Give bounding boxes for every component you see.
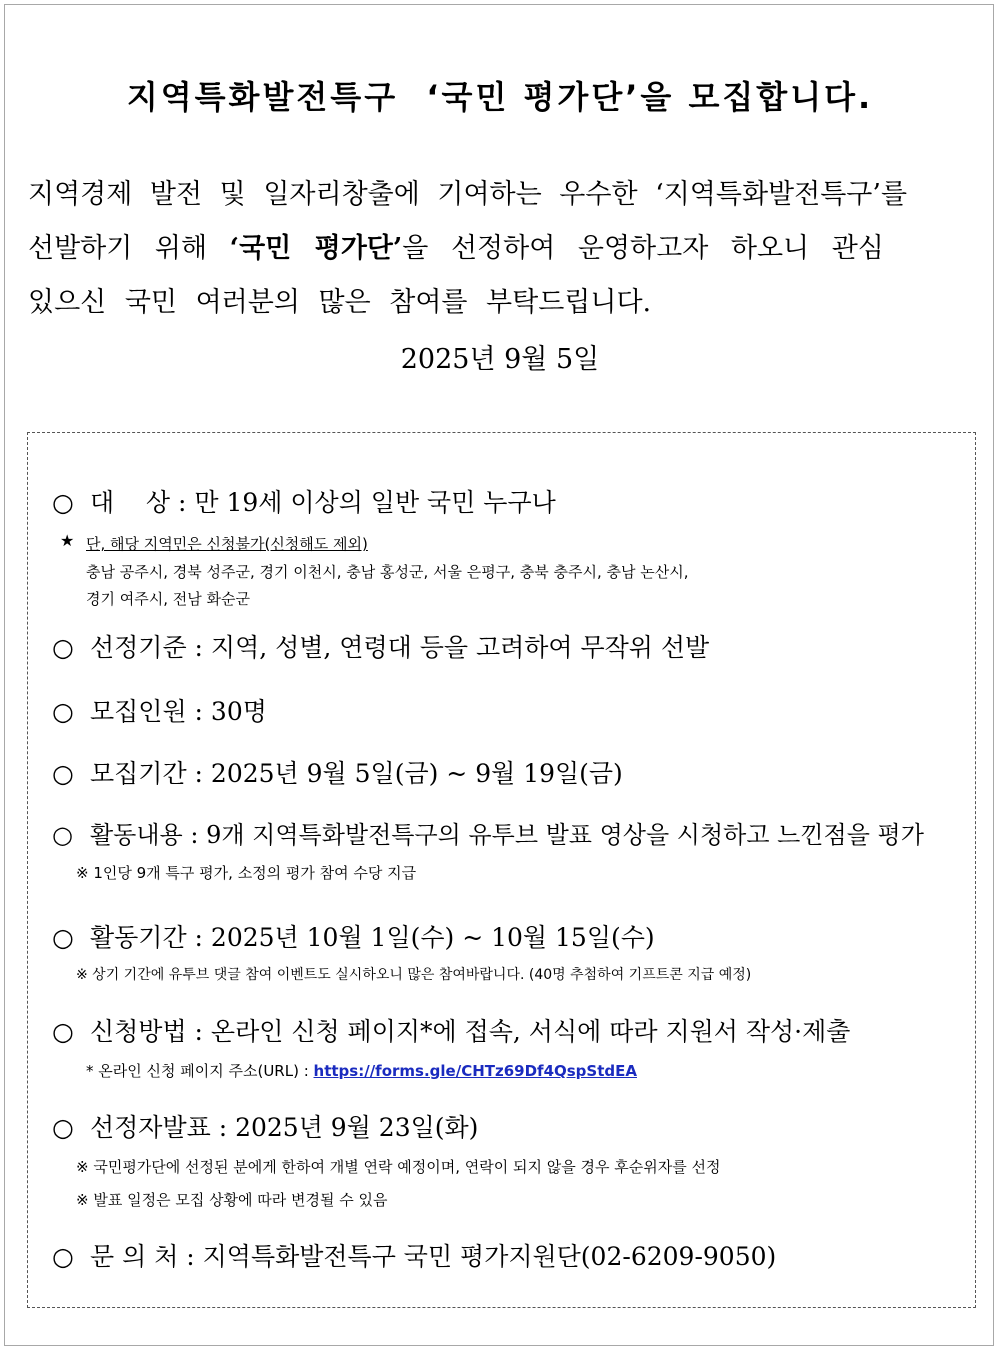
announce-note-1: ※ 국민평가단에 선정된 분에게 한하여 개별 연락 예정이며, 연락이 되지 않을 경우 후순위자를 선정 — [76, 1158, 721, 1176]
item-target — [52, 483, 556, 519]
item-period-text: 모집기간 : 2025년 9월 5일(금) ~ 9월 19일(금) — [90, 759, 623, 788]
circle-bullet-icon: ○ — [52, 488, 74, 517]
apply-url-link[interactable]: https://forms.gle/CHTz69Df4QspStdEA — [313, 1062, 637, 1080]
apply-note-prefix: * 온라인 신청 페이지 주소(URL) : — [86, 1062, 314, 1080]
star-icon: ★ — [60, 531, 75, 550]
item-apply — [52, 1012, 850, 1048]
item-recruits — [52, 692, 267, 728]
item-activity — [52, 815, 924, 850]
target-note-heading — [86, 533, 368, 554]
item-activity-period-text: 활동기간 : 2025년 10월 1일(수) ~ 10월 15일(수) — [90, 923, 655, 952]
activity-period-note: ※ 상기 기간에 유투브 댓글 참여 이벤트도 실시하오니 많은 참여바랍니다. (40명 추첨하여 기프트콘 지급 예정) — [76, 967, 752, 983]
circle-bullet-icon: ○ — [52, 697, 74, 726]
target-note-line-2: 경기 여주시, 전남 화순군 — [86, 590, 250, 608]
intro-line-2 — [28, 222, 972, 276]
item-target-text: 대 상 : 만 19세 이상의 일반 국민 누구나 — [90, 488, 556, 517]
item-announce — [52, 1108, 478, 1144]
announce-note-2: ※ 발표 일정은 모집 상황에 따라 변경될 수 있음 — [76, 1191, 388, 1209]
circle-bullet-icon: ○ — [52, 1242, 74, 1271]
circle-bullet-icon: ○ — [52, 1113, 74, 1142]
item-activity-text: 활동내용 : 9개 지역특화발전특구의 유투브 발표 영상을 시청하고 느낀점을 평가 — [90, 821, 924, 849]
intro-line-3: 있으신 국민 여러분의 많은 참여를 부탁드립니다. — [28, 287, 652, 318]
item-contact — [52, 1237, 776, 1273]
announcement-date: 2025년 9월 5일 — [400, 344, 600, 375]
item-criteria-text: 선정기준 : 지역, 성별, 연령대 등을 고려하여 무작위 선발 — [90, 633, 710, 662]
intro-line-1: 지역경제 발전 및 일자리창출에 기여하는 우수한 ‘지역특화발전특구’를 — [28, 179, 908, 210]
activity-note: ※ 1인당 9개 특구 평가, 소정의 평가 참여 수당 지급 — [76, 864, 417, 882]
item-period — [52, 754, 623, 790]
apply-note — [86, 1060, 637, 1081]
intro-line-2-post: 을 선정하여 운영하고자 하오니 관심 — [402, 233, 884, 264]
item-criteria — [52, 628, 709, 664]
item-recruits-text: 모집인원 : 30명 — [90, 697, 267, 726]
circle-bullet-icon: ○ — [52, 1017, 74, 1046]
intro-paragraph — [28, 168, 972, 330]
circle-bullet-icon: ○ — [52, 821, 73, 849]
page-title: 지역특화발전특구 ‘국민 평가단’을 모집합니다. — [126, 78, 874, 116]
item-contact-text: 문 의 처 : 지역특화발전특구 국민 평가지원단(02-6209-9050) — [90, 1242, 777, 1271]
circle-bullet-icon: ○ — [52, 923, 74, 952]
circle-bullet-icon: ○ — [52, 633, 74, 662]
item-apply-text: 신청방법 : 온라인 신청 페이지*에 접속, 서식에 따라 지원서 작성·제출 — [90, 1017, 851, 1046]
item-activity-period — [52, 918, 655, 954]
target-note-line-1: 충남 공주시, 경북 성주군, 경기 이천시, 충남 홍성군, 서울 은평구, 충북 충주시, 충남 논산시, — [86, 563, 689, 581]
target-note-heading-text: 단, 해당 지역민은 신청불가(신청해도 제외) — [86, 535, 368, 553]
item-announce-text: 선정자발표 : 2025년 9월 23일(화) — [90, 1113, 479, 1142]
circle-bullet-icon: ○ — [52, 759, 74, 788]
intro-line-2-pre: 선발하기 위해 — [28, 233, 230, 264]
intro-highlight: ‘국민 평가단’ — [229, 233, 403, 264]
